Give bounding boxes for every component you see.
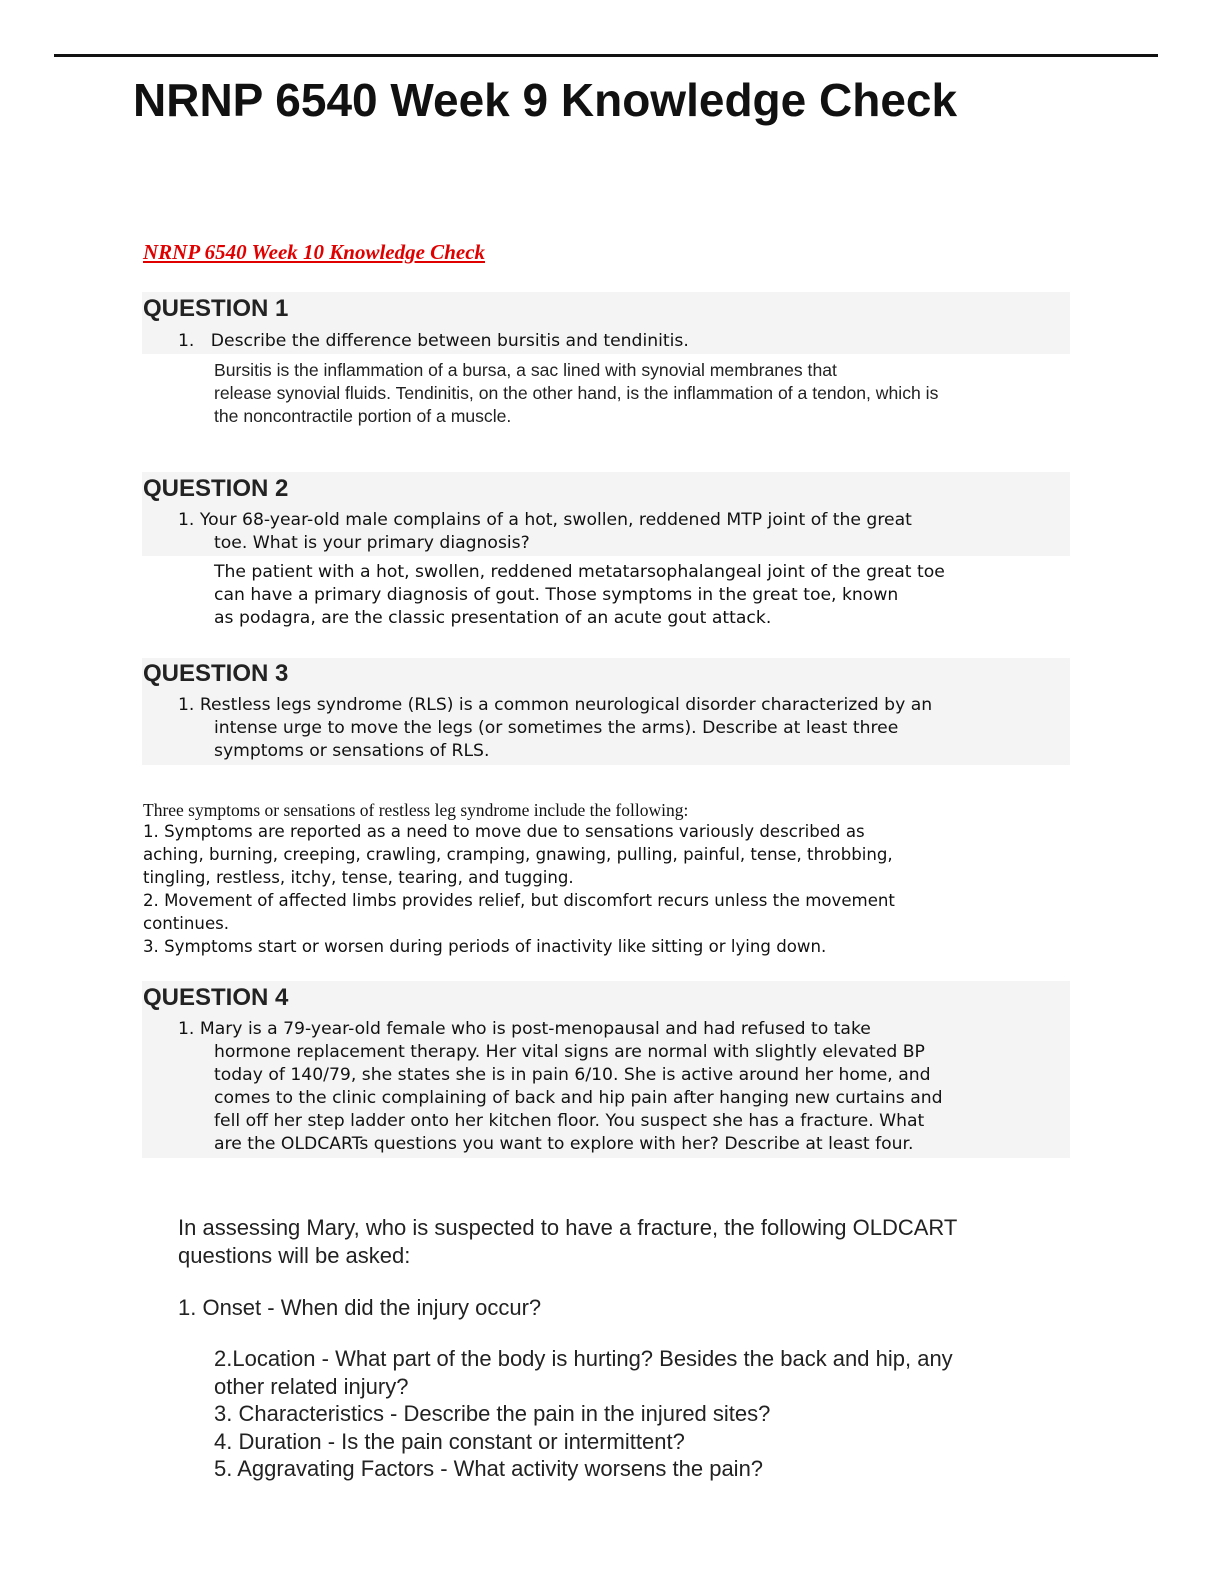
- document-title: NRNP 6540 Week 9 Knowledge Check: [133, 74, 958, 126]
- oldcart-item-onset: 1. Onset - When did the injury occur?: [178, 1295, 542, 1320]
- oldcart-item: 4. Duration - Is the pain constant or intermittent?: [214, 1428, 685, 1454]
- top-rule: [54, 54, 1158, 57]
- prompt-line: [178, 509, 1068, 532]
- answer-line: The patient with a hot, swollen, reddened metatarsophalangeal joint of the great toe: [214, 562, 945, 582]
- prompt-line: today of 140/79, she states she is in pain 6/10. She is active around her home, and: [214, 1065, 931, 1085]
- week-10-link[interactable]: NRNP 6540 Week 10 Knowledge Check: [143, 240, 486, 264]
- prompt-line: [178, 1018, 1068, 1041]
- answer-line: continues.: [143, 914, 230, 933]
- answer-line: tingling, restless, itchy, tense, tearing, and tugging.: [143, 868, 574, 887]
- answer-line: 3. Symptoms start or worsen during periods of inactivity like sitting or lying down.: [143, 937, 827, 956]
- question-4-heading: QUESTION 4: [143, 984, 289, 1011]
- answer-line: 2. Movement of affected limbs provides relief, but discomfort recurs unless the movement: [143, 891, 895, 910]
- question-3-number: 1.: [178, 695, 195, 715]
- question-2-heading: QUESTION 2: [143, 475, 289, 502]
- question-4-answer-intro: [178, 1214, 1058, 1270]
- answer-line: Bursitis is the inflammation of a bursa, a sac lined with synovial membranes that: [214, 360, 837, 380]
- answer-line: can have a primary diagnosis of gout. Those symptoms in the great toe, known: [214, 585, 899, 605]
- question-3-answer: [143, 820, 1063, 958]
- question-3-answer-intro: Three symptoms or sensations of restless leg syndrome include the following:: [143, 800, 689, 820]
- prompt-line: hormone replacement therapy. Her vital signs are normal with slightly elevated BP: [214, 1042, 925, 1062]
- question-4-number: 1.: [178, 1019, 195, 1039]
- prompt-line: fell off her step ladder onto her kitchen floor. You suspect she has a fracture. What: [214, 1111, 925, 1131]
- intro-line: In assessing Mary, who is suspected to have a fracture, the following OLDCART: [178, 1215, 958, 1240]
- question-4-prompt: [178, 1018, 1068, 1156]
- question-2-text: Your 68-year-old male complains of a hot, swollen, reddened MTP joint of the great: [199, 510, 912, 530]
- question-2-number: 1.: [178, 510, 195, 530]
- question-3-prompt: [178, 694, 1068, 763]
- answer-line: aching, burning, creeping, crawling, cramping, gnawing, pulling, painful, tense, throbbing,: [143, 845, 893, 864]
- prompt-line: comes to the clinic complaining of back and hip pain after hanging new curtains and: [214, 1088, 943, 1108]
- answer-line: as podagra, are the classic presentation of an acute gout attack.: [214, 608, 772, 628]
- prompt-line: [178, 694, 1068, 717]
- question-1-text: Describe the difference between bursitis and tendinitis.: [210, 331, 689, 351]
- question-3-text: Restless legs syndrome (RLS) is a common neurological disorder characterized by an: [199, 695, 933, 715]
- prompt-line: are the OLDCARTs questions you want to explore with her? Describe at least four.: [214, 1134, 914, 1154]
- question-4-text: Mary is a 79-year-old female who is post-menopausal and had refused to take: [199, 1019, 871, 1039]
- prompt-line: symptoms or sensations of RLS.: [214, 741, 490, 761]
- question-1-number: 1.: [178, 331, 195, 351]
- answer-line: release synovial fluids. Tendinitis, on the other hand, is the inflammation of a tendon, which is: [214, 383, 939, 403]
- oldcart-item: 5. Aggravating Factors - What activity worsens the pain?: [214, 1456, 764, 1481]
- intro-line: questions will be asked:: [178, 1243, 411, 1268]
- oldcart-item: 3. Characteristics - Describe the pain in the injured sites?: [214, 1401, 771, 1426]
- question-2-prompt: [178, 509, 1068, 555]
- question-1-heading: QUESTION 1: [143, 295, 289, 322]
- question-1-answer: [214, 359, 1074, 428]
- prompt-line: toe. What is your primary diagnosis?: [214, 533, 530, 553]
- answer-line: the noncontractile portion of a muscle.: [214, 406, 512, 426]
- prompt-line: intense urge to move the legs (or sometimes the arms). Describe at least three: [214, 718, 899, 738]
- question-3-heading: QUESTION 3: [143, 660, 289, 687]
- question-1-prompt: [178, 330, 1068, 353]
- oldcart-list: [214, 1345, 953, 1483]
- question-2-answer: [214, 561, 1084, 630]
- oldcart-item: other related injury?: [214, 1373, 409, 1399]
- oldcart-item: 2.Location - What part of the body is hurting? Besides the back and hip, any: [214, 1346, 953, 1371]
- answer-line: 1. Symptoms are reported as a need to move due to sensations variously described as: [143, 822, 865, 841]
- question-1-prompt-line: [178, 330, 1068, 353]
